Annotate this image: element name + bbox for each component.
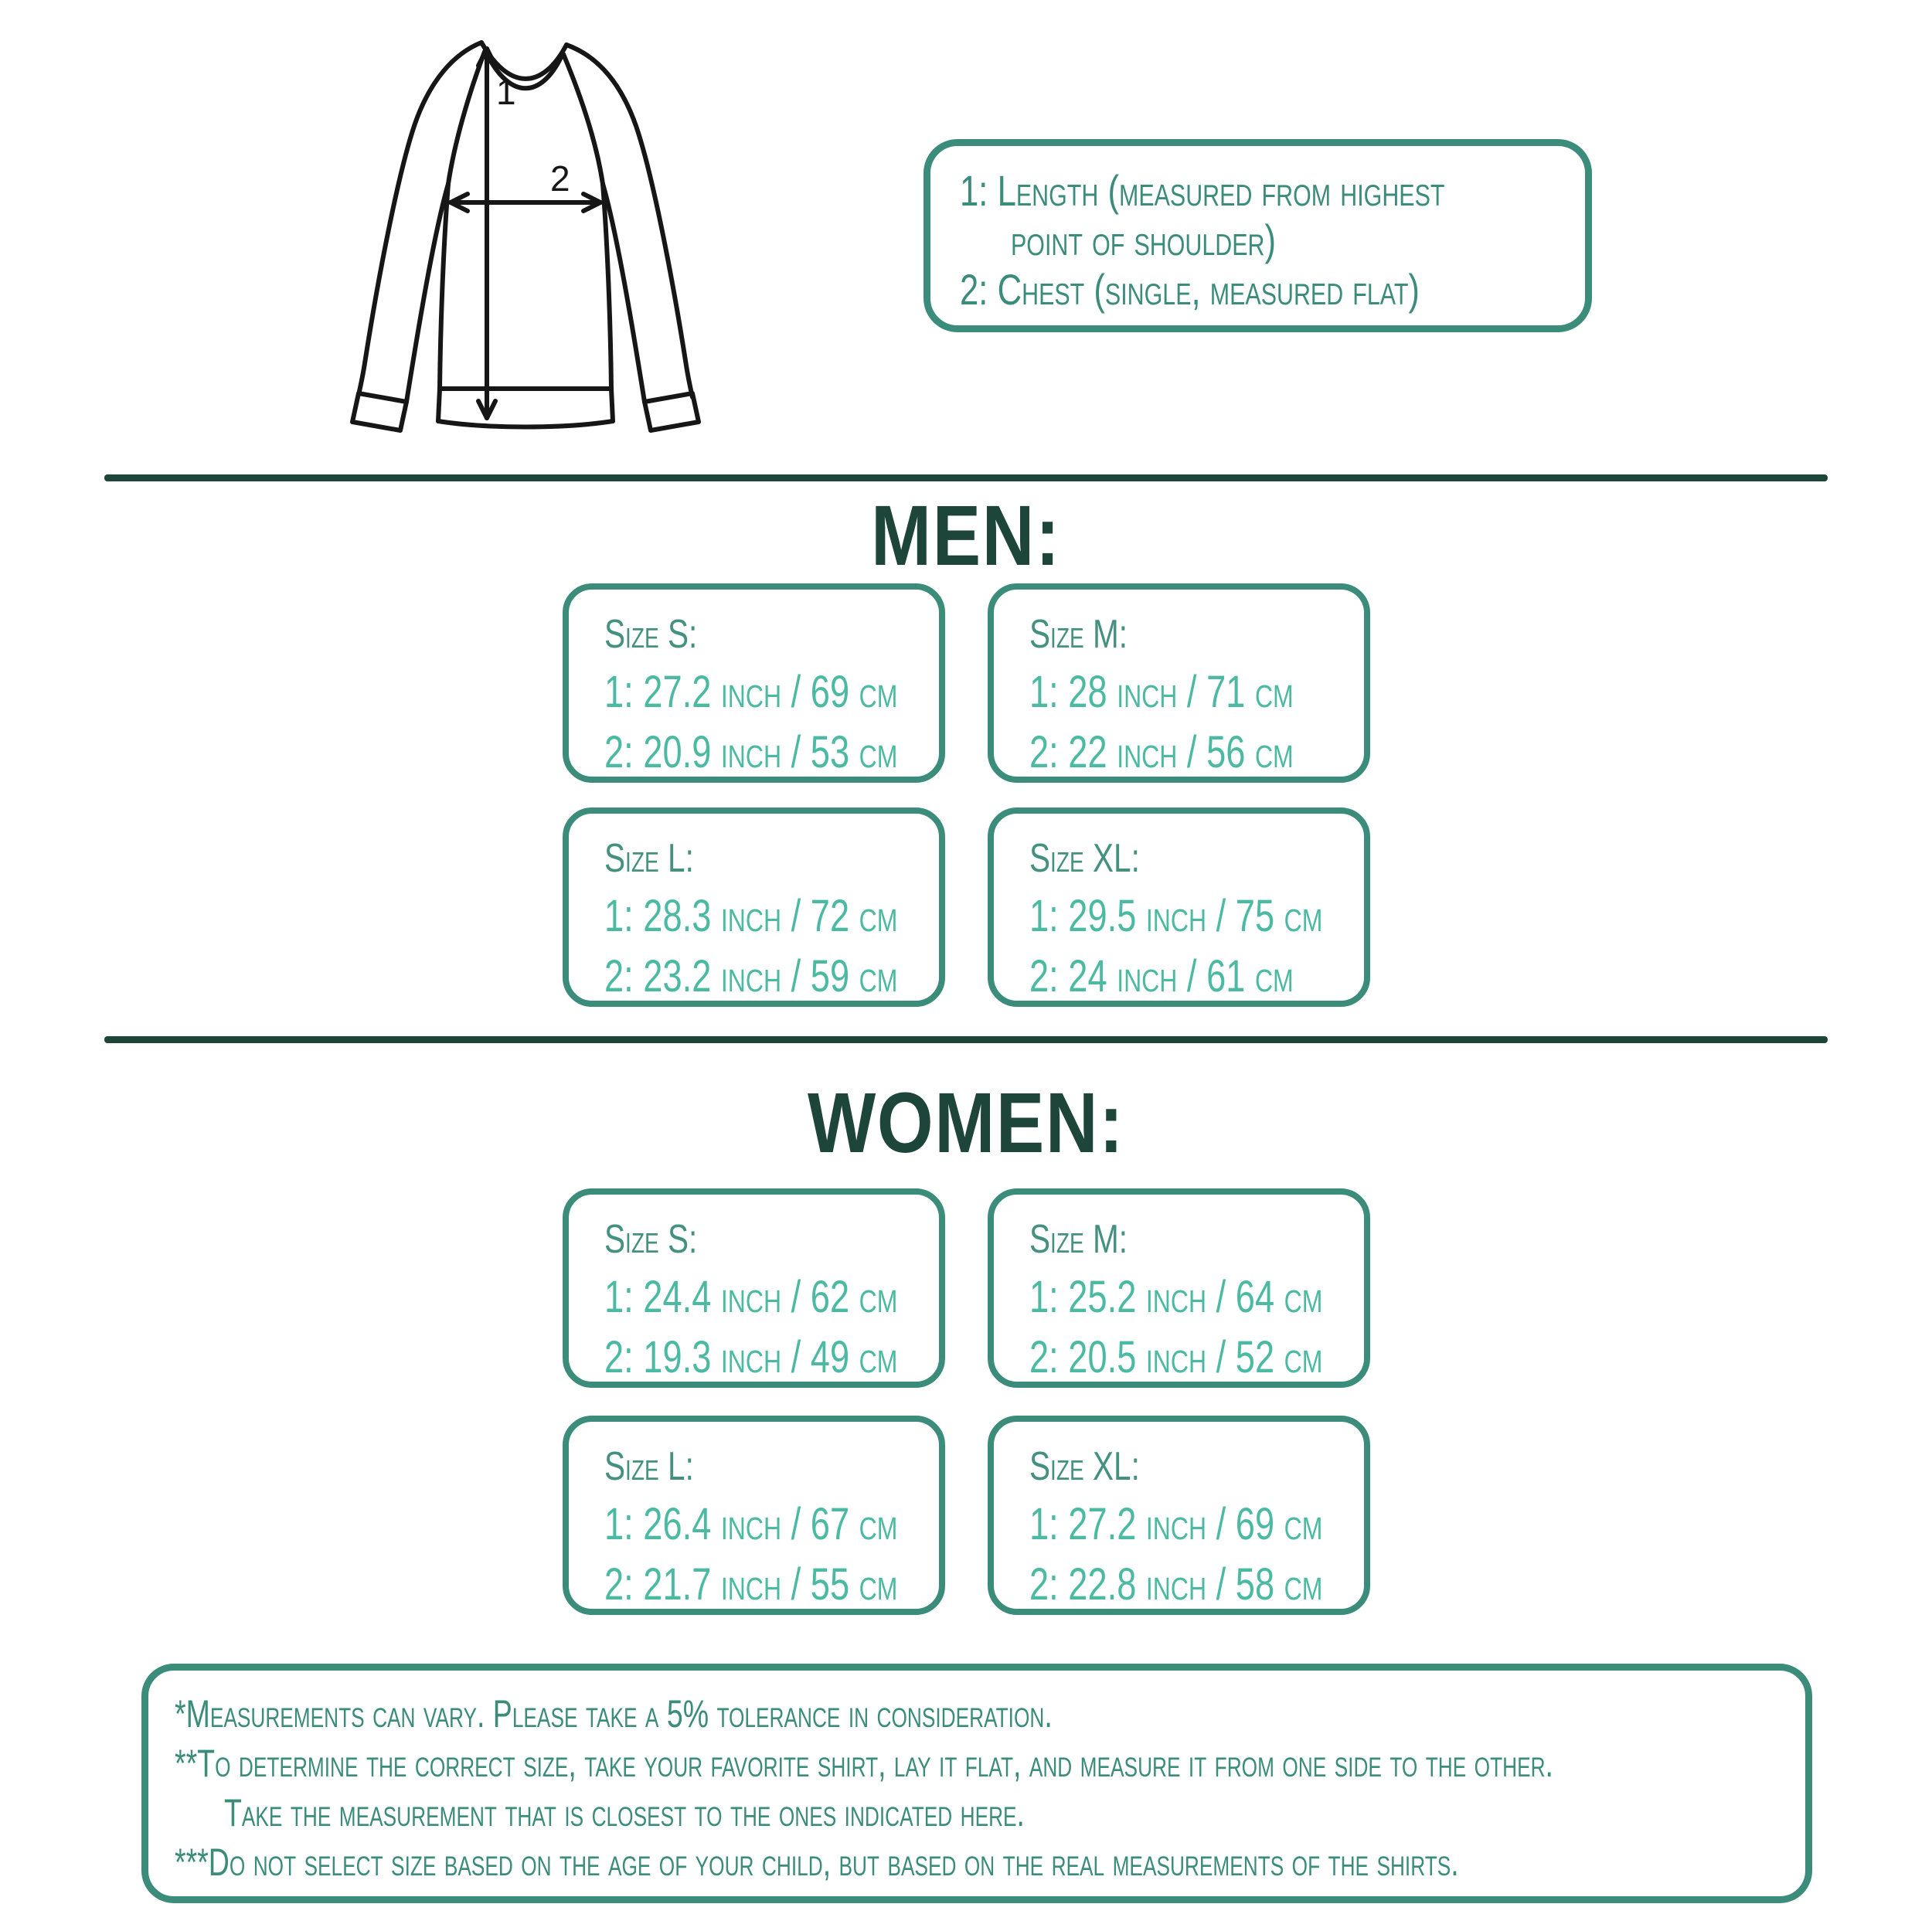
legend-line-3: 2: Chest (single, measured flat) [960,265,1420,314]
chest-value: 2: 22.8 inch / 58 cm [1029,1559,1323,1610]
right-cuff [645,393,699,430]
length-value: 1: 29.5 inch / 75 cm [1029,891,1323,941]
women-size-xl-box [988,1416,1370,1615]
left-raglan-seam [448,52,485,184]
chest-value: 2: 23.2 inch / 59 cm [604,951,898,1001]
hem-right-edge [611,389,613,421]
footnotes-box [141,1664,1812,1903]
size-label: Size M: [1029,1217,1128,1262]
chest-value: 2: 20.9 inch / 53 cm [604,727,898,777]
chest-arrow [451,194,600,211]
legend-line-1: 1: Length (measured from highest [960,166,1445,215]
women-size-m-box [988,1188,1370,1388]
chest-value: 2: 22 inch / 56 cm [1029,727,1294,777]
men-size-l-box [563,807,945,1007]
diagram-label-2: 2 [550,158,570,199]
length-value: 1: 26.4 inch / 67 cm [604,1499,898,1549]
size-label: Size S: [604,1217,698,1262]
length-value: 1: 28 inch / 71 cm [1029,667,1294,717]
length-arrow [478,49,495,418]
footnote-tolerance: *Measurements can vary. Please take a 5% tolerance in consideration. [175,1692,1053,1736]
size-label: Size XL: [1029,1444,1140,1489]
length-value: 1: 27.2 inch / 69 cm [604,667,898,717]
sweatshirt-diagram-icon [332,19,765,433]
women-section-title: WOMEN: [807,1076,1125,1171]
left-sleeve-outer [359,42,481,395]
size-label: Size L: [604,836,694,881]
chest-value: 2: 24 inch / 61 cm [1029,951,1294,1001]
chest-value: 2: 21.7 inch / 55 cm [604,1559,898,1610]
length-value: 1: 28.3 inch / 72 cm [604,891,898,941]
diagram-label-1: 1 [496,72,516,112]
women-size-l-box [563,1416,945,1615]
size-label: Size S: [604,612,698,657]
length-value: 1: 27.2 inch / 69 cm [1029,1499,1323,1549]
men-size-s-box [563,583,945,783]
right-sleeve-outer [566,45,692,397]
hem-bottom [438,421,613,427]
length-value: 1: 25.2 inch / 64 cm [1029,1272,1323,1322]
women-size-s-box [563,1188,945,1388]
length-value: 1: 24.4 inch / 62 cm [604,1272,898,1322]
size-label: Size L: [604,1444,694,1489]
size-label: Size XL: [1029,836,1140,881]
legend-line-2: point of shoulder) [1011,216,1277,264]
chest-value: 2: 20.5 inch / 52 cm [1029,1332,1323,1382]
men-size-m-box [988,583,1370,783]
men-section-title: MEN: [871,488,1061,583]
measurement-legend-box [923,139,1592,332]
footnote-how-to-measure: **To determine the correct size, take your favorite shirt, lay it flat, and measure it from one side to the other. [175,1742,1553,1785]
size-label: Size M: [1029,612,1128,657]
men-size-xl-box [988,807,1370,1007]
footnote-how-to-measure-cont: Take the measurement that is closest to the ones indicated here. [224,1791,1025,1834]
left-cuff [352,393,406,430]
chest-value: 2: 19.3 inch / 49 cm [604,1332,898,1382]
women-section-divider [104,1036,1828,1043]
hem-left-edge [438,389,440,421]
men-section-divider [104,474,1828,481]
footnote-child-sizing: ***Do not select size based on the age of your child, but based on the real measurements of the shirts. [175,1841,1459,1884]
